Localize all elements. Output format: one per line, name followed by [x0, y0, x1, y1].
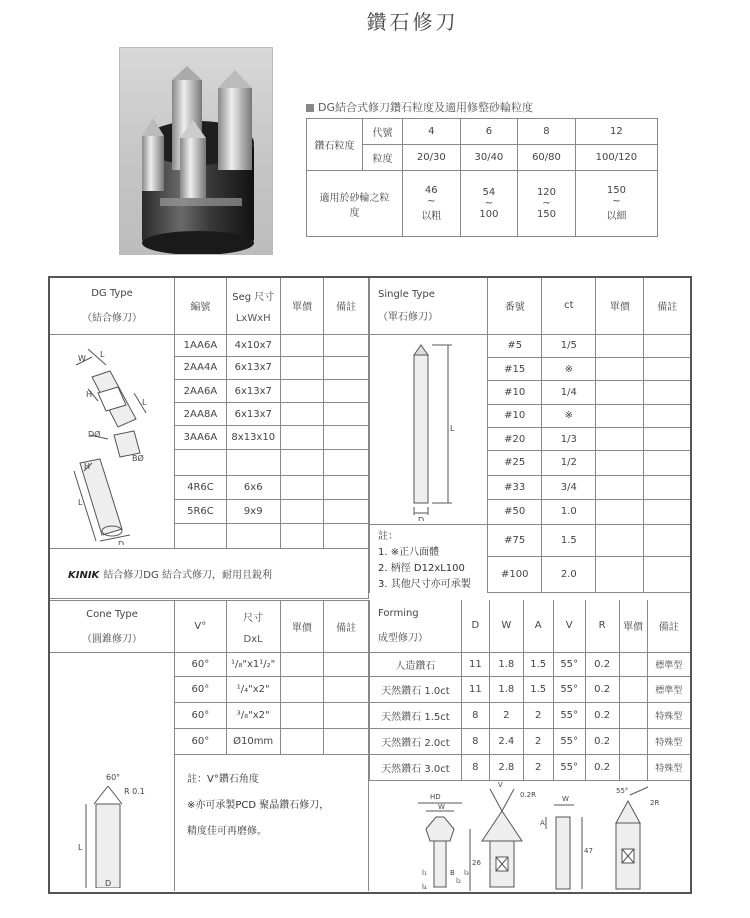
single-price — [596, 451, 644, 475]
single-price — [596, 524, 644, 557]
single-col-price: 單價 — [596, 278, 644, 334]
forming-label-l4: l₄ — [422, 882, 428, 891]
dg-size: 6x6 — [226, 475, 280, 499]
single-price — [596, 427, 644, 450]
cone-angle: 60° — [175, 677, 227, 703]
cone-label-l: L — [78, 842, 83, 852]
forming-label-w: W — [438, 802, 446, 811]
cone-price — [280, 677, 324, 703]
single-note-line: 1. ※正八面體 — [378, 546, 440, 558]
forming-price — [619, 728, 647, 754]
cone-col-size: 尺寸 — [243, 612, 264, 624]
forming-label-l1: l₁ — [422, 868, 428, 877]
forming-label-l3: l₃ — [464, 868, 470, 877]
cone-diagram-cell — [50, 653, 175, 891]
single-ct: 1/5 — [542, 334, 596, 357]
wheel-grain: 46 ~ 以粗 — [403, 171, 461, 237]
grain-table-title: DG結合式修刀鑽石粒度及適用修整砂輪粒度 — [306, 99, 533, 115]
single-note-line: 3. 其他尺寸亦可承製 — [378, 578, 471, 590]
dg-note — [324, 449, 369, 475]
single-diagram — [370, 335, 487, 521]
forming-diagram-cell — [370, 780, 691, 914]
forming-label-b: B — [450, 868, 456, 877]
forming-label-hd: HD — [430, 792, 441, 801]
single-ct: 3/4 — [542, 475, 596, 499]
grain-code: 4 — [403, 119, 461, 145]
dg-code: 2AA6A — [175, 379, 227, 402]
dg-code — [175, 449, 227, 475]
dg-code: 3AA6A — [175, 426, 227, 449]
single-ct: 1/4 — [542, 381, 596, 404]
dg-note — [324, 403, 369, 426]
forming-label-v: V — [498, 780, 504, 789]
single-code: #50 — [488, 500, 542, 524]
single-code: #25 — [488, 451, 542, 475]
cone-col-angle: V° — [175, 601, 227, 653]
single-type-table — [369, 278, 690, 617]
grain-value: 100/120 — [575, 145, 657, 171]
forming-note: 特殊型 — [647, 728, 690, 754]
grain-table — [306, 118, 658, 237]
forming-d: 11 — [461, 652, 489, 676]
cone-label-d: D — [105, 878, 112, 888]
dg-price — [280, 379, 324, 402]
single-notes — [370, 524, 488, 593]
single-code: #15 — [488, 357, 542, 380]
forming-v: 55° — [553, 676, 585, 702]
single-code: #10 — [488, 404, 542, 427]
cone-size: ¹/₄"x2" — [226, 677, 280, 703]
dg-size — [226, 524, 280, 548]
forming-name: 天然鑽石 2.0ct — [370, 728, 462, 754]
dg-note — [324, 426, 369, 449]
dg-type-table — [50, 278, 369, 599]
forming-r: 0.2 — [585, 754, 619, 780]
forming-note: 特殊型 — [647, 702, 690, 728]
dg-note — [324, 475, 369, 499]
dg-price — [280, 475, 324, 499]
dg-price — [280, 426, 324, 449]
forming-price — [619, 676, 647, 702]
cone-note — [324, 653, 369, 677]
forming-d: 8 — [461, 728, 489, 754]
single-label-d: D — [418, 515, 425, 521]
code-label: 代號 — [363, 119, 403, 145]
single-price — [596, 381, 644, 404]
forming-price — [619, 652, 647, 676]
dg-price — [280, 449, 324, 475]
dg-size — [226, 449, 280, 475]
cone-note — [324, 729, 369, 755]
kinik-brand: KINIK — [68, 569, 100, 581]
dg-note — [324, 334, 369, 356]
forming-a: 2 — [523, 702, 553, 728]
dg-size: 6x13x7 — [226, 379, 280, 402]
dg-label-d2: D — [118, 539, 125, 545]
dg-label-l: L — [100, 349, 105, 359]
single-note — [644, 451, 690, 475]
forming-w: 2.8 — [489, 754, 523, 780]
dg-title: DG Type — [91, 287, 133, 299]
cone-size: ³/₈"x2" — [226, 703, 280, 729]
cone-col-note: 備註 — [324, 601, 369, 653]
single-notes-title: 註： — [378, 530, 398, 542]
cone-subtitle: （圓錐修刀） — [82, 633, 142, 645]
forming-label-26: 26 — [472, 858, 482, 867]
single-label-l: L — [450, 423, 455, 433]
forming-col: A — [523, 600, 553, 652]
dg-footer — [50, 548, 369, 598]
single-col-code: 番號 — [488, 278, 542, 334]
single-note — [644, 500, 690, 524]
dg-price — [280, 356, 324, 379]
dg-diagram — [50, 335, 174, 545]
forming-d: 11 — [461, 676, 489, 702]
dg-code: 2AA4A — [175, 356, 227, 379]
single-price — [596, 334, 644, 357]
dg-note — [324, 379, 369, 402]
forming-label-l2: l₂ — [456, 876, 462, 885]
forming-r: 0.2 — [585, 676, 619, 702]
cone-note-line: 註：V°鑽石角度 — [187, 774, 259, 785]
grain-label: 粒度 — [363, 145, 403, 171]
dg-size: 6x13x7 — [226, 403, 280, 426]
forming-price — [619, 754, 647, 780]
single-note — [644, 427, 690, 450]
product-photo — [119, 47, 273, 255]
forming-d: 8 — [461, 754, 489, 780]
cone-col-price: 單價 — [280, 601, 324, 653]
forming-col: D — [461, 600, 489, 652]
cone-label-r: R 0.1 — [124, 786, 145, 796]
forming-label-a: A — [540, 818, 546, 827]
square-bullet-icon — [306, 104, 314, 112]
single-ct: ※ — [542, 404, 596, 427]
single-note-line: 2. 柄徑 D12xL100 — [378, 562, 465, 574]
cone-size: Ø10mm — [226, 729, 280, 755]
dg-col-size: Seg 尺寸 — [232, 291, 275, 303]
forming-w: 2.4 — [489, 728, 523, 754]
forming-a: 2 — [523, 754, 553, 780]
forming-col: R — [585, 600, 619, 652]
single-note — [644, 524, 690, 557]
single-note — [644, 357, 690, 380]
dg-note — [324, 499, 369, 523]
forming-v: 55° — [553, 702, 585, 728]
forming-w: 1.8 — [489, 652, 523, 676]
forming-label-r2: 2R — [650, 798, 660, 807]
wheel-grain: 150 ~ 以細 — [575, 171, 657, 237]
single-col-note: 備註 — [644, 278, 690, 334]
dg-diagram-cell — [50, 334, 175, 548]
cone-notes — [175, 755, 369, 891]
grain-value: 30/40 — [460, 145, 518, 171]
single-note — [644, 557, 690, 593]
single-code: #100 — [488, 557, 542, 593]
dg-label-w: W — [78, 353, 86, 363]
dg-size: 8x13x10 — [226, 426, 280, 449]
grain-row-header: 鑽石粒度 — [307, 119, 363, 171]
single-code: #33 — [488, 475, 542, 499]
dg-footer-text: 結合修刀DG 結合式修刀，耐用且銳利 — [103, 569, 272, 581]
dg-size: 4x10x7 — [226, 334, 280, 356]
dg-code — [175, 524, 227, 548]
forming-v: 55° — [553, 728, 585, 754]
cone-note — [324, 677, 369, 703]
single-price — [596, 357, 644, 380]
single-ct: 1/3 — [542, 427, 596, 450]
dg-label-l3: L — [78, 497, 83, 507]
cone-diagram — [50, 658, 174, 888]
wheel-label: 適用於砂輪之粒度 — [307, 171, 403, 237]
cone-price — [280, 653, 324, 677]
dg-price — [280, 403, 324, 426]
cone-angle: 60° — [175, 703, 227, 729]
forming-label-r1: 0.2R — [520, 790, 537, 799]
forming-d: 8 — [461, 702, 489, 728]
dg-size: 9x9 — [226, 499, 280, 523]
cone-note-line: 精度佳可再磨修。 — [187, 826, 267, 837]
dg-col-size-sub: LxWxH — [235, 312, 271, 324]
dg-col-code: 編號 — [175, 278, 227, 334]
dg-price — [280, 334, 324, 356]
dg-size: 6x13x7 — [226, 356, 280, 379]
forming-v: 55° — [553, 652, 585, 676]
cone-angle: 60° — [175, 653, 227, 677]
dg-label-d: DØ — [88, 429, 101, 439]
dg-label-h: H — [86, 389, 93, 399]
dg-col-note: 備註 — [324, 278, 369, 334]
forming-label-w2: W — [562, 794, 570, 803]
dg-subtitle: （結合修刀） — [82, 312, 142, 324]
single-code: #20 — [488, 427, 542, 450]
dg-code: 5R6C — [175, 499, 227, 523]
single-code: #5 — [488, 334, 542, 357]
forming-diagram — [370, 781, 689, 911]
cone-price — [280, 729, 324, 755]
dg-label-b: BØ — [132, 453, 144, 463]
grain-value: 20/30 — [403, 145, 461, 171]
forming-r: 0.2 — [585, 702, 619, 728]
cone-angle: 60° — [175, 729, 227, 755]
single-ct: ※ — [542, 357, 596, 380]
cone-title: Cone Type — [86, 608, 138, 620]
forming-w: 1.8 — [489, 676, 523, 702]
dg-note — [324, 356, 369, 379]
single-price — [596, 404, 644, 427]
forming-v: 55° — [553, 754, 585, 780]
forming-col: 備註 — [647, 600, 690, 652]
cone-note-line: ※亦可承製PCD 聚晶鑽石修刀， — [187, 800, 330, 811]
forming-a: 1.5 — [523, 676, 553, 702]
single-note — [644, 334, 690, 357]
forming-a: 2 — [523, 728, 553, 754]
single-ct: 1/2 — [542, 451, 596, 475]
single-code: #75 — [488, 524, 542, 557]
forming-label-angle: 55° — [616, 786, 629, 795]
single-subtitle: （單石修刀） — [378, 311, 438, 323]
dg-price — [280, 499, 324, 523]
forming-note: 標準型 — [647, 652, 690, 676]
single-diagram-cell — [370, 334, 488, 524]
forming-note: 特殊型 — [647, 754, 690, 780]
single-price — [596, 557, 644, 593]
cone-note — [324, 703, 369, 729]
single-ct: 1.5 — [542, 524, 596, 557]
forming-r: 0.2 — [585, 728, 619, 754]
page-title: 鑽石修刀 — [366, 10, 459, 34]
forming-title: Forming — [378, 607, 419, 619]
forming-name: 天然鑽石 1.0ct — [370, 676, 462, 702]
single-ct: 1.0 — [542, 500, 596, 524]
forming-name: 天然鑽石 1.5ct — [370, 702, 462, 728]
forming-r: 0.2 — [585, 652, 619, 676]
cone-type-table — [50, 600, 369, 891]
cone-price — [280, 703, 324, 729]
dg-label-h2: H — [84, 461, 91, 471]
forming-table — [369, 600, 690, 914]
single-col-ct: ct — [542, 278, 596, 334]
dg-col-price: 單價 — [280, 278, 324, 334]
grain-code: 6 — [460, 119, 518, 145]
dg-label-l2: L — [142, 397, 147, 407]
cone-size: ¹/₈"x1¹/₂" — [226, 653, 280, 677]
grain-code: 8 — [518, 119, 576, 145]
single-ct: 2.0 — [542, 557, 596, 593]
forming-col: W — [489, 600, 523, 652]
forming-name: 人造鑽石 — [370, 652, 462, 676]
forming-col: 單價 — [619, 600, 647, 652]
wheel-grain: 120 ~ 150 — [518, 171, 576, 237]
forming-subtitle: 成型修刀） — [378, 632, 428, 644]
forming-label-47: 47 — [584, 846, 594, 855]
single-code: #10 — [488, 381, 542, 404]
dg-note — [324, 524, 369, 548]
forming-note: 標準型 — [647, 676, 690, 702]
single-note — [644, 381, 690, 404]
grain-value: 60/80 — [518, 145, 576, 171]
cone-label-angle: 60° — [106, 772, 121, 782]
single-title: Single Type — [378, 288, 435, 300]
forming-a: 1.5 — [523, 652, 553, 676]
grain-code: 12 — [575, 119, 657, 145]
dg-code: 2AA8A — [175, 403, 227, 426]
forming-col: V — [553, 600, 585, 652]
forming-price — [619, 702, 647, 728]
single-note — [644, 475, 690, 499]
single-price — [596, 500, 644, 524]
cone-col-size-sub: DxL — [243, 633, 263, 645]
single-price — [596, 475, 644, 499]
dg-code: 4R6C — [175, 475, 227, 499]
single-note — [644, 404, 690, 427]
forming-w: 2 — [489, 702, 523, 728]
forming-name: 天然鑽石 3.0ct — [370, 754, 462, 780]
dg-price — [280, 524, 324, 548]
wheel-grain: 54 ~ 100 — [460, 171, 518, 237]
dg-code: 1AA6A — [175, 334, 227, 356]
